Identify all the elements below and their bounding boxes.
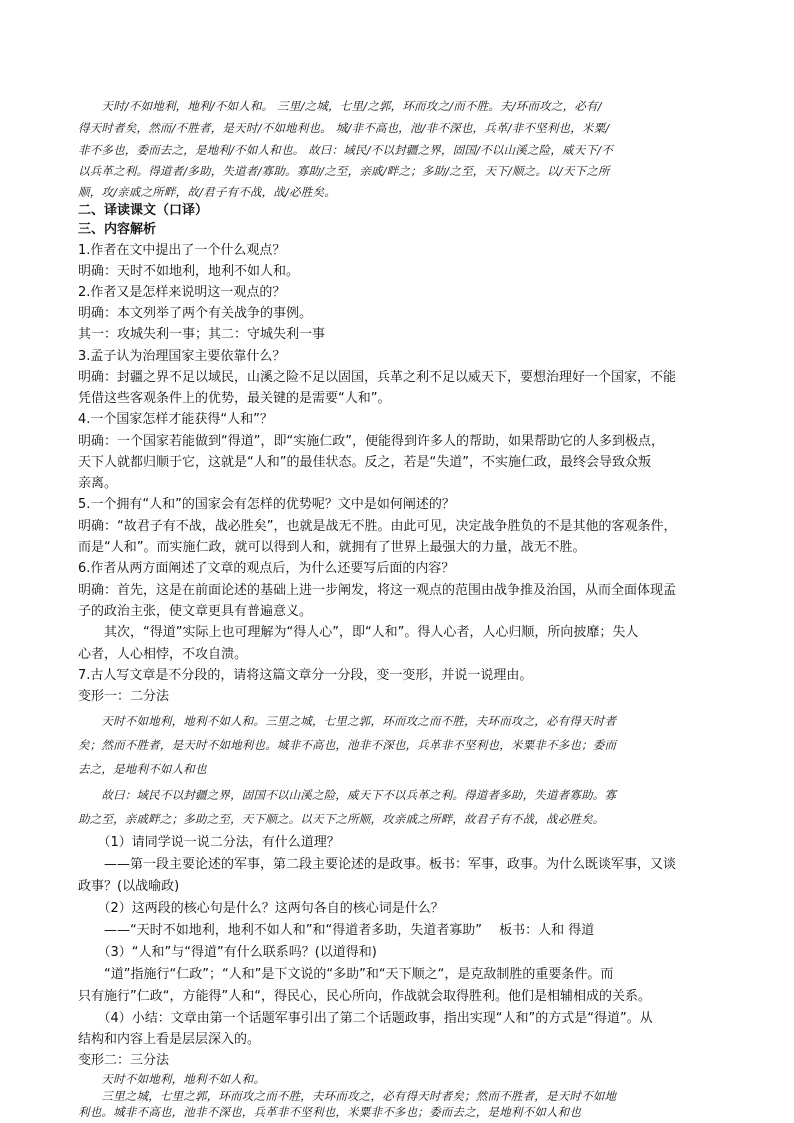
answer: 明确：首先，这是在前面论述的基础上进一步阐发，将这一观点的范围由战争推及治国，从而全面体现孟	[78, 583, 677, 598]
discussion-question: （2）这两段的核心句是什么？这两句各自的核心词是什么？	[78, 901, 444, 916]
answer: 心者，人心相悖，不攻自溃。	[78, 647, 248, 662]
original-text-line: 天时/不如地利，地利/不如人和。 三里/之城，七里/之郭，环而攻之/而不胜。夫/环而攻之，必有/	[78, 99, 602, 113]
discussion-question: （1）请同学说一说二分法，有什么道理？	[78, 835, 340, 850]
variant-text-line: 天时不如地利，地利不如人和。三里之城，七里之郭，环而攻之而不胜，夫环而攻之，必有得天时者	[78, 714, 617, 728]
answer: 子的政治主张，使文章更具有普遍意义。	[78, 604, 313, 619]
answer: 其一：攻城失利一事；其二：守城失利一事	[78, 327, 326, 342]
question: 2.作者又是怎样来说明这一观点的？	[78, 285, 286, 300]
variant-text-line: 去之，是地利不如人和也	[78, 762, 207, 776]
question: 5.一个拥有“人和”的国家会有怎样的优势呢？文中是如何阐述的？	[78, 497, 455, 512]
question: 1.作者在文中提出了一个什么观点？	[78, 243, 286, 258]
question: 7.古人写文章是不分段的，请将这篇文章分一分段，变一变形，并说一说理由。	[78, 668, 533, 683]
discussion-answer: ——“天时不如地利，地利不如人和”和“得道者多助，失道者寡助” 板书：人和 得道	[78, 923, 595, 938]
variant-title: 变形一：二分法	[78, 689, 170, 704]
original-text-line: 以兵革之利。得道者/多助，失道者/寡助。寡助/之至，亲戚/畔之；多助/之至，天下/顺之。以/天下之所	[78, 164, 610, 178]
answer: 亲离。	[78, 476, 118, 491]
question: 3.孟子认为治理国家主要依靠什么？	[78, 349, 286, 364]
discussion-question: （3）“人和”与“得道”有什么联系吗？(以道得和)	[78, 945, 377, 960]
original-text-line: 得天时者矣，然而/不胜者，是天时/不如地利也。 城/非不高也，池/非不深也，兵革/非不坚利也，米粟/	[78, 121, 610, 135]
discussion-answer: 政事？(以战喻政)	[78, 879, 180, 894]
original-text-line: 非不多也，委而去之，是地利/不如人和也。 故曰：域民/不以封疆之界，固国/不以山溪之险，威天下/不	[78, 143, 613, 157]
variant-text-line: 天时不如地利，地利不如人和。	[78, 1072, 266, 1086]
variant-text-line: 助之至，亲戚畔之；多助之至，天下顺之。以天下之所顺，攻亲戚之所畔，故君子有不战，战必胜矣。	[78, 812, 605, 826]
variant-text-line: 矣；然而不胜者，是天时不如地利也。城非不高也，池非不深也，兵革非不坚利也，米粟非不多也；委而	[78, 738, 617, 752]
answer: 明确：天时不如地利，地利不如人和。	[78, 264, 300, 279]
variant-title: 变形二：三分法	[78, 1053, 170, 1068]
answer: 明确：本文列举了两个有关战争的事例。	[78, 306, 313, 321]
summary: （4）小结：文章由第一个话题军事引出了第二个话题政事，指出实现“人和”的方式是“得道”。从	[78, 1011, 653, 1026]
original-text-line: 顺，攻/亲戚之所畔，故/君子有不战，战/必胜矣。	[78, 185, 336, 199]
answer: 明确：一个国家若能做到“得道”，即“实施仁政”，便能得到许多人的帮助，如果帮助它的人多到极点，	[78, 434, 664, 449]
answer: 凭借这些客观条件上的优势，最关键的是需要“人和”。	[78, 391, 391, 406]
discussion-answer: “道”指施行“仁政”；“人和”是下文说的“多助”和“天下顺之“，是克敌制胜的重要条件。而	[78, 967, 614, 982]
variant-text-line: 故曰：域民不以封疆之界，固国不以山溪之险，威天下不以兵革之利。得道者多助，失道者寡助。寡	[78, 788, 617, 802]
question: 6.作者从两方面阐述了文章的观点后，为什么还要写后面的内容？	[78, 561, 455, 576]
section-heading: 三、内容解析	[78, 222, 157, 237]
summary: 结构和内容上看是层层深入的。	[78, 1032, 261, 1047]
variant-text-line: 三里之城，七里之郭，环而攻之而不胜，夫环而攻之，必有得天时者矣；然而不胜者，是天时不如地	[78, 1089, 617, 1103]
answer: 明确：“故君子有不战，战必胜矣”，也就是战无不胜。由此可见，决定战争胜负的不是其他的客观条件，	[78, 519, 677, 534]
answer: 而是“人和”。而实施仁政，就可以得到人和，就拥有了世界上最强大的力量，战无不胜。	[78, 540, 586, 555]
discussion-answer: 只有施行”仁政“，方能得”人和“，得民心，民心所向，作战就会取得胜利。他们是相辅相成的关系。	[78, 989, 651, 1004]
discussion-answer: ——第一段主要论述的军事，第二段主要论述的是政事。板书：军事，政事。为什么既谈军事，又谈	[78, 857, 677, 872]
answer: 天下人就都归顺于它，这就是“人和”的最佳状态。反之，若是“失道”，不实施仁政，最终会导致众叛	[78, 455, 651, 470]
question: 4.一个国家怎样才能获得“人和”？	[78, 412, 273, 427]
variant-text-line: 利也。城非不高也，池非不深也，兵革非不坚利也，米粟非不多也；委而去之，是地利不如人和也	[78, 1105, 582, 1119]
answer: 明确：封疆之界不足以域民，山溪之险不足以固国，兵革之利不足以威天下，要想治理好一个国家，不能	[78, 370, 677, 385]
section-heading: 二、译读课文（口译）	[78, 203, 209, 218]
answer: 其次，“得道”实际上也可理解为“得人心”，即“人和”。得人心者，人心归顺，所向披靡；失人	[78, 625, 639, 640]
